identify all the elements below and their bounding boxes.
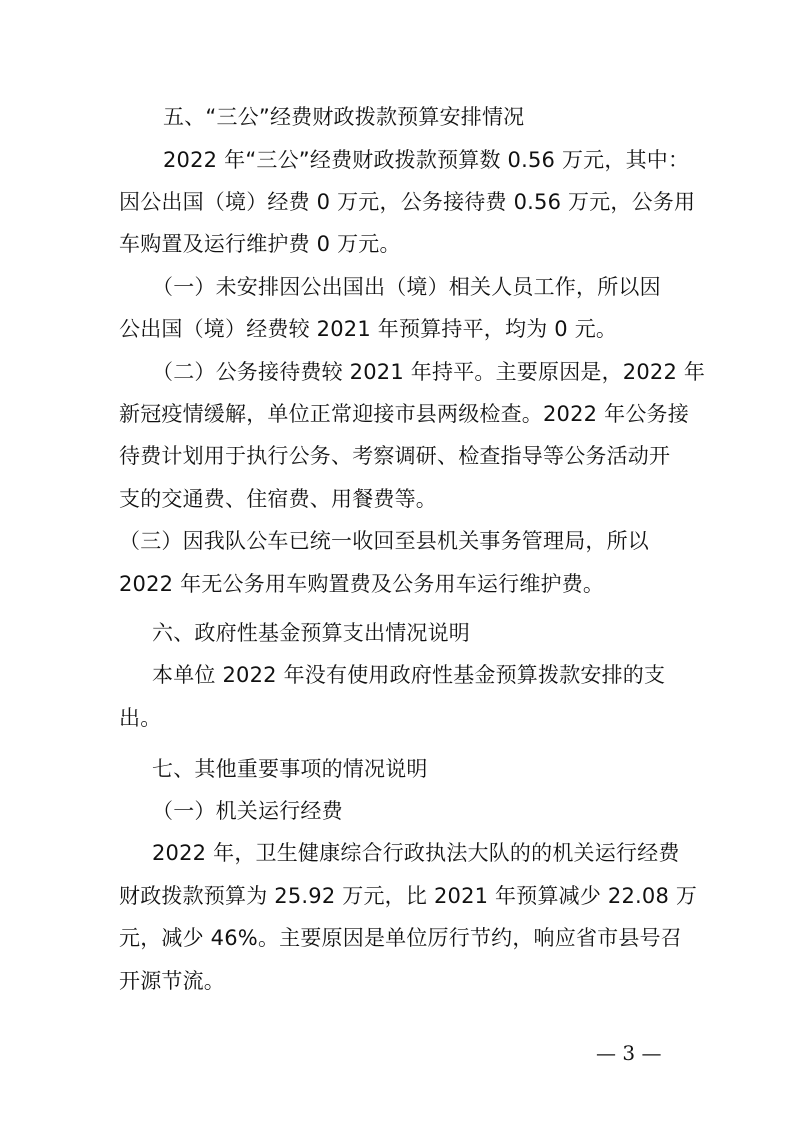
paragraph-line: 2022 年“三公”经费财政拨款预算数 0.56 万元，其中：	[163, 148, 690, 172]
section-heading-6: 六、政府性基金预算支出情况说明	[152, 621, 470, 645]
subsection-heading: （一）机关运行经费	[152, 799, 343, 823]
section-heading-5: 五、“三公”经费财政拨款预算安排情况	[163, 105, 525, 129]
paragraph-line: 车购置及运行维护费 0 万元。	[119, 232, 401, 256]
paragraph-line: 开源节流。	[119, 969, 225, 993]
paragraph-line: 新冠疫情缓解，单位正常迎接市县两级检查。2022 年公务接	[119, 402, 689, 426]
paragraph-line: （二）公务接待费较 2021 年持平。主要原因是，2022 年	[152, 360, 706, 384]
section-heading-7: 七、其他重要事项的情况说明	[152, 757, 428, 781]
paragraph-line: 财政拨款预算为 25.92 万元，比 2021 年预算减少 22.08 万	[119, 884, 698, 908]
paragraph-line: 2022 年，卫生健康综合行政执法大队的的机关运行经费	[152, 841, 680, 865]
paragraph-line: 待费计划用于执行公务、考察调研、检查指导等公务活动开	[119, 444, 671, 468]
paragraph-line: 出。	[119, 706, 162, 730]
paragraph-line: 公出国（境）经费较 2021 年预算持平，均为 0 元。	[119, 317, 618, 341]
paragraph-line: 2022 年无公务用车购置费及公务用车运行维护费。	[119, 572, 605, 596]
paragraph-line: 支的交通费、住宿费、用餐费等。	[119, 487, 437, 511]
paragraph-line: （三）因我队公车已统一收回至县机关事务管理局，所以	[119, 529, 649, 553]
paragraph-line: （一）未安排因公出国出（境）相关人员工作，所以因	[152, 275, 661, 299]
paragraph-line: 因公出国（境）经费 0 万元，公务接待费 0.56 万元，公务用	[119, 190, 696, 214]
page-number: — 3 —	[596, 1041, 662, 1065]
paragraph-line: 本单位 2022 年没有使用政府性基金预算拨款安排的支	[152, 663, 666, 687]
paragraph-line: 元，减少 46%。主要原因是单位厉行节约，响应省市县号召	[119, 926, 682, 950]
